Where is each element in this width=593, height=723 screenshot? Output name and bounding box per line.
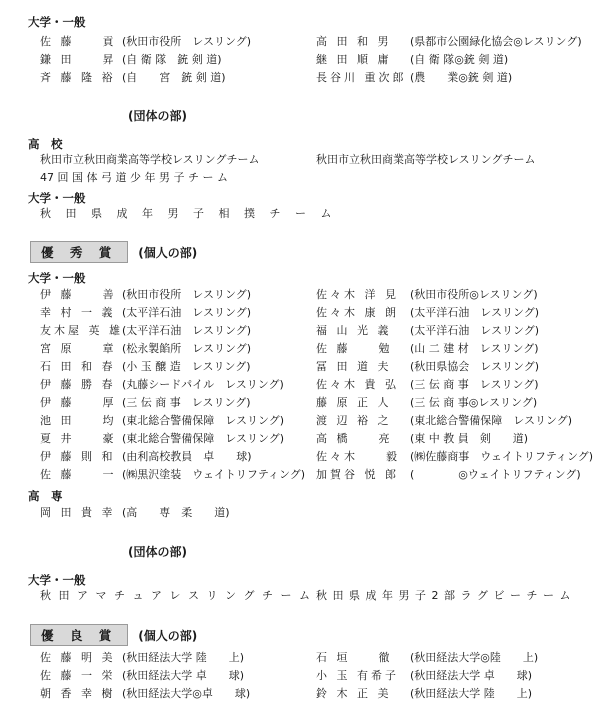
good-award-sub: (個人の部) (138, 628, 198, 643)
entry-name: 佐 藤 貢 (40, 35, 117, 48)
entry-affiliation: (㈱佐藤商事 ウェイトリフティング) (410, 450, 593, 463)
college-affil: (高 専 柔 道) (122, 506, 230, 519)
entry-affiliation: (太平洋石油 レスリング) (122, 306, 252, 319)
entry-name: 鈴 木 正 美 (316, 687, 392, 700)
entry-name: 小 玉 有希子 (316, 669, 399, 682)
entry-affiliation: (秋田市役所◎レスリング) (410, 288, 538, 301)
entry-name: 伊 藤 則 和 (40, 450, 116, 463)
entry-affiliation: (秋田経法大学 陸 上) (410, 687, 533, 700)
entry-row (316, 52, 508, 68)
team-hs-left-1: 秋田市立秋田商業高等学校レスリングチーム (40, 153, 260, 166)
entry-name: 長谷川 重次郎 (316, 71, 407, 84)
entry-name: 佐々木 康 朗 (316, 306, 399, 319)
entry-name: 藤 原 正 人 (316, 396, 392, 409)
entry-row (40, 449, 284, 465)
entry-affiliation: (東北総合警備保障 レスリング) (122, 414, 285, 427)
category-label-college: 高 専 (28, 489, 63, 503)
entry-name: 佐 藤 一 (40, 468, 117, 481)
entry-affiliation: (太平洋石油 レスリング) (410, 324, 540, 337)
entry-name: 福 山 光 義 (316, 324, 392, 337)
team-gen-left: 秋 田 県 成 年 男 子 相 撲 チ ー ム (40, 207, 337, 220)
entry-affiliation: (丸藤シードパイル レスリング) (122, 378, 284, 391)
entry-affiliation: (山 二 建 材 レスリング) (410, 342, 539, 355)
entry-affiliation: (東北総合警備保障 レスリング) (410, 414, 573, 427)
entry-row (316, 413, 572, 429)
entry-row (40, 34, 284, 50)
entry-row (40, 668, 284, 684)
entry-affiliation: (秋田経法大学◎卓 球) (122, 687, 251, 700)
entry-affiliation: (秋田県協会 レスリング) (410, 360, 540, 373)
entry-row (316, 359, 539, 375)
entry-name: 石 垣 徹 (316, 651, 393, 664)
entry-affiliation: (秋田経法大学◎陸 上) (410, 651, 539, 664)
entry-name: 夏 井 豪 (40, 432, 117, 445)
entry-row (316, 70, 512, 86)
team2-left: 秋 田 ア マ チ ュ ア レ ス リ ン グ チ ー ム (40, 589, 312, 602)
entry-affiliation: (自 宮 銃 剣 道) (122, 71, 226, 84)
excellence-award-box: 優 秀 賞 (30, 241, 128, 263)
entry-name: 佐々木 貴 弘 (316, 378, 399, 391)
entry-row (316, 467, 581, 483)
entry-name: 石 田 和 春 (40, 360, 116, 373)
college-name: 岡 田 貴 幸 (40, 506, 116, 519)
entry-affiliation: (三 伝 商 事 レスリング) (122, 396, 251, 409)
entry-affiliation: (小 玉 醸 造 レスリング) (122, 360, 251, 373)
team-hs-right-1: 秋田市立秋田商業高等学校レスリングチーム (316, 153, 536, 166)
entry-name: 冨 田 道 夫 (316, 360, 392, 373)
entry-name: 斉 藤 隆 裕 (40, 71, 116, 84)
team-hs-left-2: 47 回 国 体 弓 道 少 年 男 子 チ ー ム (40, 171, 228, 184)
entry-row (40, 305, 284, 321)
entry-name: 伊 藤 勝 春 (40, 378, 116, 391)
entry-name: 加賀谷 悦 郎 (316, 468, 399, 481)
entry-affiliation: (三 伝 商 事 レスリング) (410, 378, 539, 391)
entry-affiliation: (自 衛 隊◎銃 剣 道) (410, 53, 509, 66)
entry-name: 伊 藤 厚 (40, 396, 117, 409)
entry-affiliation: (由利高校教員 卓 球) (122, 450, 252, 463)
entry-row (40, 341, 284, 357)
entry-row (316, 377, 539, 393)
entry-row (40, 323, 284, 339)
entry-affiliation: (県都市公園緑化協会◎レスリング) (410, 35, 582, 48)
entry-row (40, 359, 284, 375)
entry-row (316, 287, 538, 303)
entry-name: 佐 藤 勉 (316, 342, 393, 355)
entry-name: 鎌 田 昇 (40, 53, 117, 66)
entry-row (40, 686, 284, 702)
good-award-header (30, 624, 197, 646)
entry-name: 友木屋 英 雄 (40, 324, 123, 337)
entry-row (40, 413, 284, 429)
team-section-title-1: (団体の部) (128, 109, 187, 123)
entry-affiliation: (㈱黒沢塗装 ウェイトリフティング) (122, 468, 306, 481)
entry-affiliation: (太平洋石油 レスリング) (410, 306, 540, 319)
entry-name: 高 橋 亮 (316, 432, 393, 445)
excellence-award-sub: (個人の部) (138, 245, 198, 260)
entry-affiliation: (秋田経法大学 陸 上) (122, 651, 245, 664)
excellence-award-header (30, 241, 197, 263)
entry-name: 渡 辺 裕 之 (316, 414, 392, 427)
entry-name: 佐々木 洋 見 (316, 288, 399, 301)
entry-affiliation: (松永製餡所 レスリング) (122, 342, 252, 355)
good-award-box: 優 良 賞 (30, 624, 128, 646)
entry-affiliation: (東北総合警備保障 レスリング) (122, 432, 285, 445)
category-label-gen-2: 大学・一般 (28, 573, 86, 587)
entry-row (40, 650, 284, 666)
category-label-gen-1: 大学・一般 (28, 191, 86, 205)
category-label-hs: 高 校 (28, 137, 63, 151)
team-section-title-2: (団体の部) (128, 545, 187, 559)
entry-row (40, 395, 284, 411)
entry-affiliation: (秋田市役所 レスリング) (122, 288, 252, 301)
entry-row (40, 287, 284, 303)
entry-row (316, 449, 593, 465)
entry-affiliation: (秋田経法大学 卓 球) (410, 669, 533, 682)
entry-row (316, 323, 539, 339)
entry-name: 佐 藤 明 美 (40, 651, 116, 664)
team2-right: 秋 田 県 成 年 男 子 2 部 ラ グ ビ ー チ ー ム (316, 589, 572, 602)
college-row (40, 505, 284, 521)
entry-affiliation: (東 中 教 員 剣 道) (410, 432, 529, 445)
entry-row (316, 341, 539, 357)
entry-name: 池 田 均 (40, 414, 117, 427)
entry-row (316, 431, 528, 447)
entry-row (40, 52, 284, 68)
category-label-top: 大学・一般 (28, 15, 86, 29)
entry-name: 佐々木 毅 (316, 450, 400, 463)
entry-affiliation: ( ◎ウェイトリフティング) (410, 468, 581, 481)
entry-row (316, 686, 532, 702)
entry-name: 継 田 順 庸 (316, 53, 392, 66)
entry-affiliation: (三 伝 商 事◎レスリング) (410, 396, 538, 409)
entry-row (40, 70, 284, 86)
entry-affiliation: (農 業◎銃 剣 道) (410, 71, 513, 84)
entry-name: 朝 香 幸 樹 (40, 687, 116, 700)
entry-name: 佐 藤 一 栄 (40, 669, 116, 682)
entry-name: 宮 原 章 (40, 342, 117, 355)
entry-affiliation: (太平洋石油 レスリング) (122, 324, 252, 337)
entry-name: 幸 村 一 義 (40, 306, 116, 319)
entry-row (40, 431, 284, 447)
entry-row (316, 34, 582, 50)
category-label-excellence: 大学・一般 (28, 271, 86, 285)
entry-row (40, 467, 306, 483)
entry-row (316, 305, 539, 321)
entry-name: 伊 藤 善 (40, 288, 117, 301)
entry-affiliation: (秋田市役所 レスリング) (122, 35, 252, 48)
entry-row (316, 650, 538, 666)
entry-affiliation: (秋田経法大学 卓 球) (122, 669, 245, 682)
entry-name: 高 田 和 男 (316, 35, 392, 48)
entry-affiliation: (自 衛 隊 銃 剣 道) (122, 53, 222, 66)
entry-row (40, 377, 284, 393)
entry-row (316, 395, 537, 411)
entry-row (316, 668, 532, 684)
